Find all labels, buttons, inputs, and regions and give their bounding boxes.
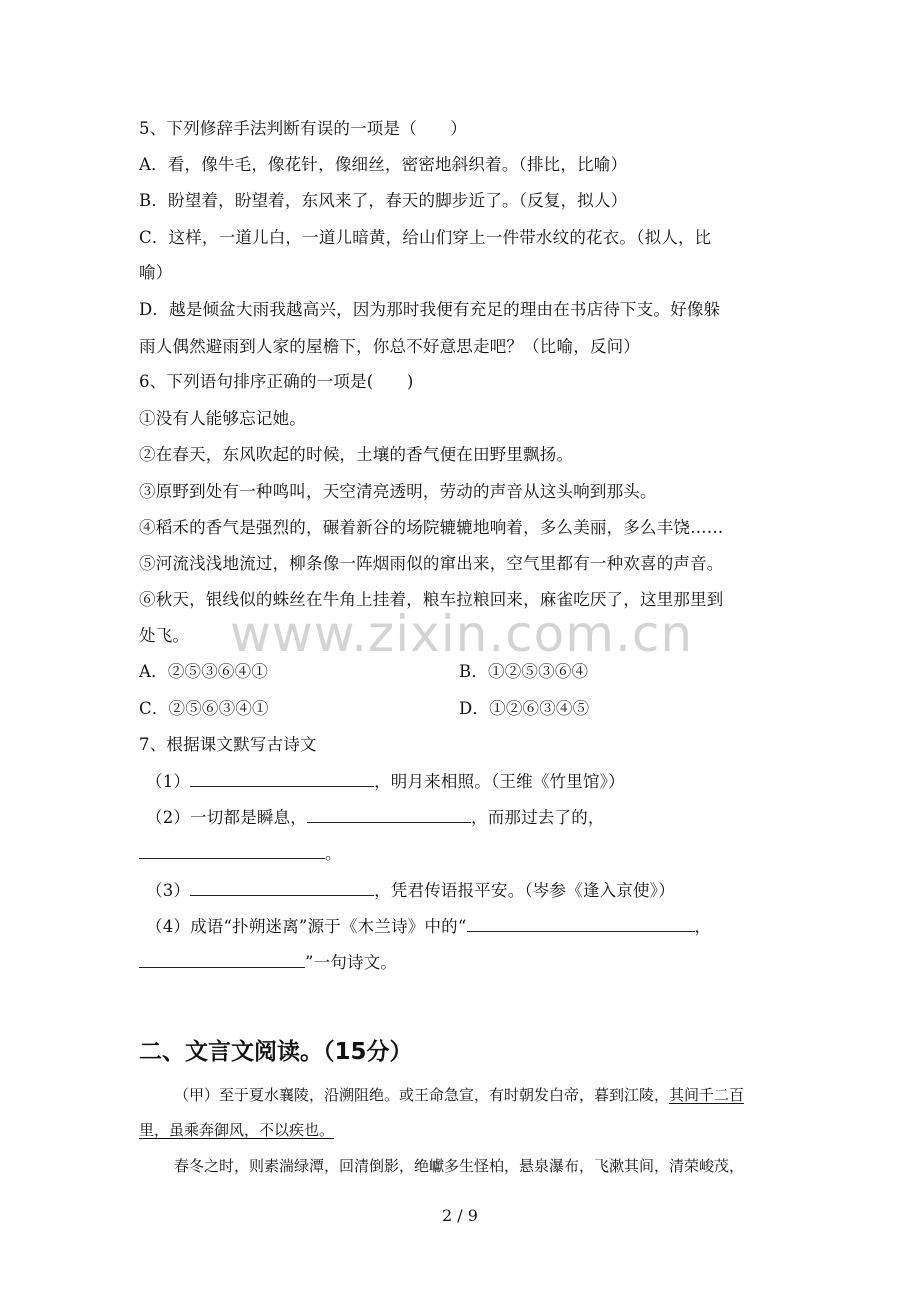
q7-part-1-text: ，明月来相照。（王维《竹里馆》） [374,772,625,791]
q7-part-2-end: 。 [325,844,342,863]
q6-option-a: A．②⑤③⑥④① [139,662,269,681]
q7-part-4-end: ”一句诗文。 [305,953,398,972]
q6-sentence-4: ④稻禾的香气是强烈的，碾着新谷的场院辘辘地响着，多么美丽，多么丰饶…… [139,518,724,537]
q6-sentence-6-line1: ⑥秋天，银线似的蛛丝在牛角上挂着，粮车拉粮回来，麻雀吃厌了，这里那里到 [139,590,724,609]
q6-sentence-3: ③原野到处有一种鸣叫，天空清亮透明，劳动的声音从这头响到那头。 [139,482,657,501]
classical-text-underlined-1: 其间千二百 [669,1086,745,1104]
q7-part-1 [146,770,625,793]
watermark: www.zixin.com.cn [230,605,694,663]
q7-part-2-line2 [139,842,342,865]
q7-part-3 [146,879,675,902]
q7-part-3-blank[interactable] [190,879,374,896]
q6-sentence-6-line2: 处飞。 [139,626,190,645]
q7-part-1-blank[interactable] [190,770,374,787]
q7-part-2-prefix: （2）一切都是瞬息， [146,808,307,827]
page-number: 2 / 9 [442,1206,478,1225]
q7-part-4 [146,915,711,938]
q7-part-1-number: （1） [146,772,191,791]
q7-part-4-line2 [139,951,397,974]
q6-option-c: C．②⑤⑥③④① [139,699,269,718]
q7-part-2-blank-2[interactable] [139,842,325,859]
q7-part-2-text: ，而那过去了的， [471,808,605,827]
q7-part-3-number: （3） [146,881,191,900]
q7-part-4-comma: ， [694,917,712,936]
q5-option-c-line2: 喻） [139,263,173,282]
q5-option-b: B．盼望着，盼望着，东风来了，春天的脚步近了。（反复，拟人） [139,191,628,210]
classical-text-para-2: 春冬之时，则素湍绿潭，回清倒影，绝巘多生怪柏，悬泉瀑布，飞漱其间，清荣峻茂， [174,1157,745,1175]
q6-sentence-1: ①没有人能够忘记她。 [139,409,306,428]
q7-part-4-blank-1[interactable] [467,915,695,932]
q7-part-4-text: （4）成语“扑朔迷离”源于《木兰诗》中的“ [146,917,467,936]
q6-sentence-2: ②在春天，东风吹起的时候，土壤的香气便在田野里飘扬。 [139,445,574,464]
q5-option-d-line2: 雨人偶然避雨到人家的屋檐下，你总不好意思走吧？（比喻，反问） [139,337,640,356]
q7-stem: 7、根据课文默写古诗文 [139,735,317,754]
q7-part-3-text: ，凭君传语报平安。（岑参《逢入京使》） [374,881,675,900]
q6-option-b: B．①②⑤③⑥④ [459,662,589,681]
q7-part-4-blank-2[interactable] [139,951,305,968]
q5-option-d-line1: D．越是倾盆大雨我越高兴，因为那时我便有充足的理由在书店待下支。好像躲 [139,300,721,319]
section-2-title: 二、文言文阅读。（15分） [139,1039,413,1065]
q6-option-d: D．①②⑥③④⑤ [459,699,590,718]
q5-option-c-line1: C．这样，一道儿白，一道儿暗黄，给山们穿上一件带水纹的花衣。（拟人，比 [139,228,712,247]
q6-sentence-5: ⑤河流浅浅地流过，柳条像一阵烟雨似的窜出来，空气里都有一种欢喜的声音。 [139,554,724,573]
classical-text-para-1-start: （甲）至于夏水襄陵，沿溯阻绝。或王命急宣，有时朝发白帝，暮到江陵， [174,1086,670,1104]
q5-stem: 5、下列修辞手法判断有误的一项是（ ） [139,119,467,138]
classical-text-underlined-2: 里，虽乘奔御风，不以疾也。 [139,1121,335,1139]
classical-text-para-1-line1 [174,1084,744,1106]
q6-stem: 6、下列语句排序正确的一项是( ) [139,372,414,391]
q5-option-a: A．看，像牛毛，像花针，像细丝，密密地斜织着。（排比，比喻） [139,155,628,174]
q7-part-2 [146,806,605,829]
q7-part-2-blank-1[interactable] [307,806,471,823]
